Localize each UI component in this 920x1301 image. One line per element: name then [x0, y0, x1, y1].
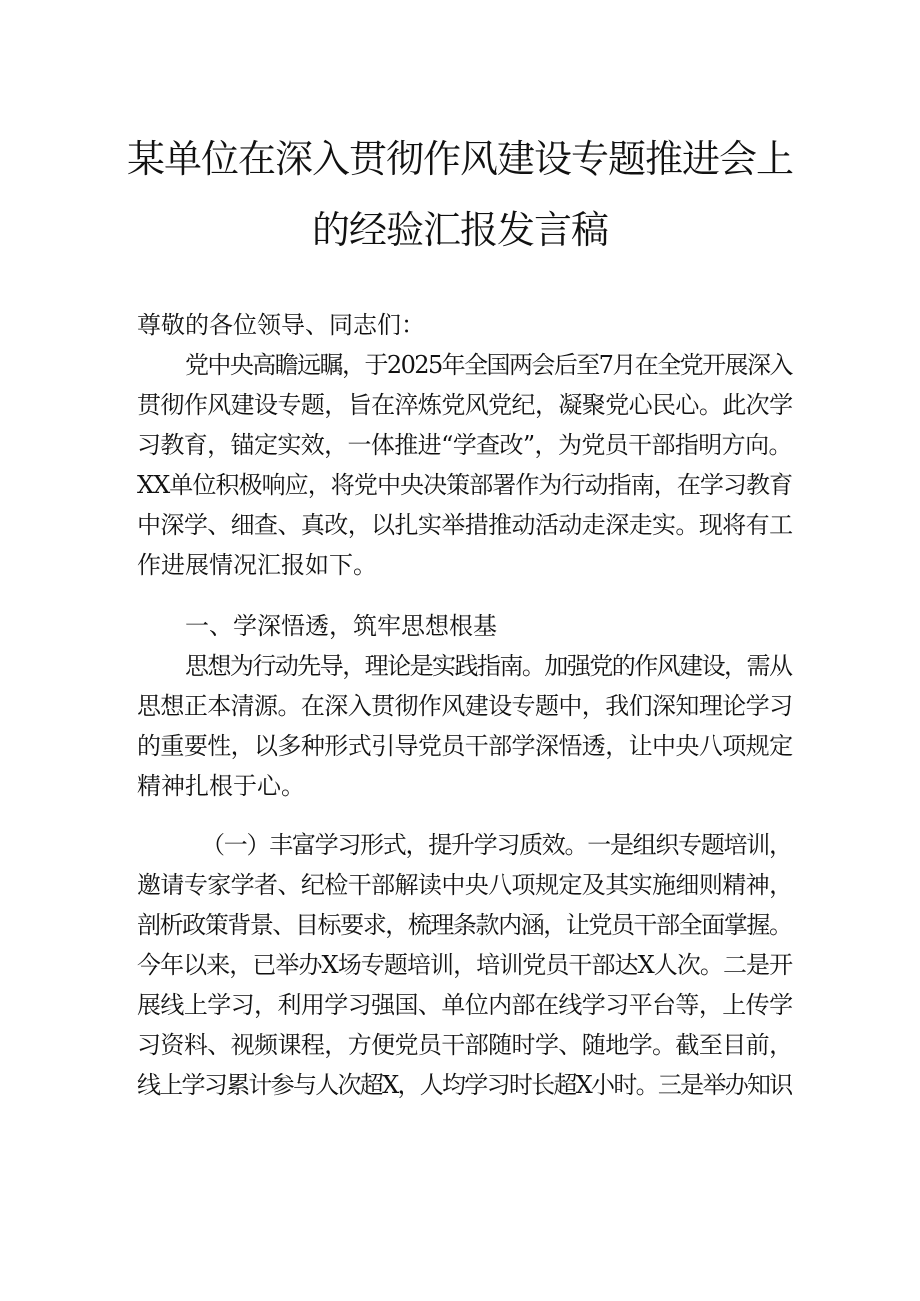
paragraph-line: XX单位积极响应，将党中央决策部署作为行动指南，在学习教育: [137, 471, 793, 499]
paragraph-line: 的重要性，以多种形式引导党员干部学深悟透，让中央八项规定: [137, 732, 793, 760]
paragraph-line: 习教育，锚定实效，一体推进“学查改”，为党员干部指明方向。: [137, 431, 792, 459]
paragraph-intro: [137, 345, 793, 585]
paragraph-line: 作进展情况汇报如下。: [137, 551, 377, 579]
paragraph-line: 邀请专家学者、纪检干部解读中央八项规定及其实施细则精神，: [137, 871, 793, 899]
paragraph-line: 思想正本清源。在深入贯彻作风建设专题中，我们深知理论学习: [137, 692, 793, 720]
paragraph-line: （一）丰富学习形式，提升学习质效。一是组织专题培训，: [201, 831, 792, 859]
paragraph-line: 习资料、视频课程，方便党员干部随时学、随地学。截至目前，: [137, 1031, 793, 1059]
section-heading-1: 一、学深悟透，筑牢思想根基: [185, 612, 497, 640]
paragraph-line: 思想为行动先导，理论是实践指南。加强党的作风建设，需从: [185, 652, 792, 680]
paragraph-line: 线上学习累计参与人次超X，人均学习时长超X小时。三是举办知识: [137, 1071, 792, 1099]
document-title-line-2: 的经验汇报发言稿: [311, 208, 608, 252]
paragraph-line: 精神扎根于心。: [137, 772, 305, 800]
paragraph-line: 贯彻作风建设专题，旨在淬炼党风党纪，凝聚党心民心。此次学: [137, 391, 793, 419]
salutation: [137, 305, 793, 345]
paragraph-line: 中深学、细查、真改，以扎实举措推动活动走深走实。现将有工: [137, 511, 793, 539]
paragraph-line: 剖析政策背景、目标要求，梳理条款内涵，让党员干部全面掌握。: [137, 911, 792, 939]
document-title-line-1: 某单位在深入贯彻作风建设专题推进会上: [126, 137, 793, 181]
paragraph-subsection-1: [137, 825, 793, 1105]
paragraph-line: 党中央高瞻远瞩，于2025年全国两会后至7月在全党开展深入: [185, 351, 792, 379]
paragraph-section-1: [137, 646, 793, 806]
salutation-text: 尊敬的各位领导、同志们：: [137, 311, 425, 339]
paragraph-line: 展线上学习，利用学习强国、单位内部在线学习平台等，上传学: [137, 991, 793, 1019]
paragraph-line: 今年以来，已举办X场专题培训，培训党员干部达X人次。二是开: [137, 951, 793, 979]
